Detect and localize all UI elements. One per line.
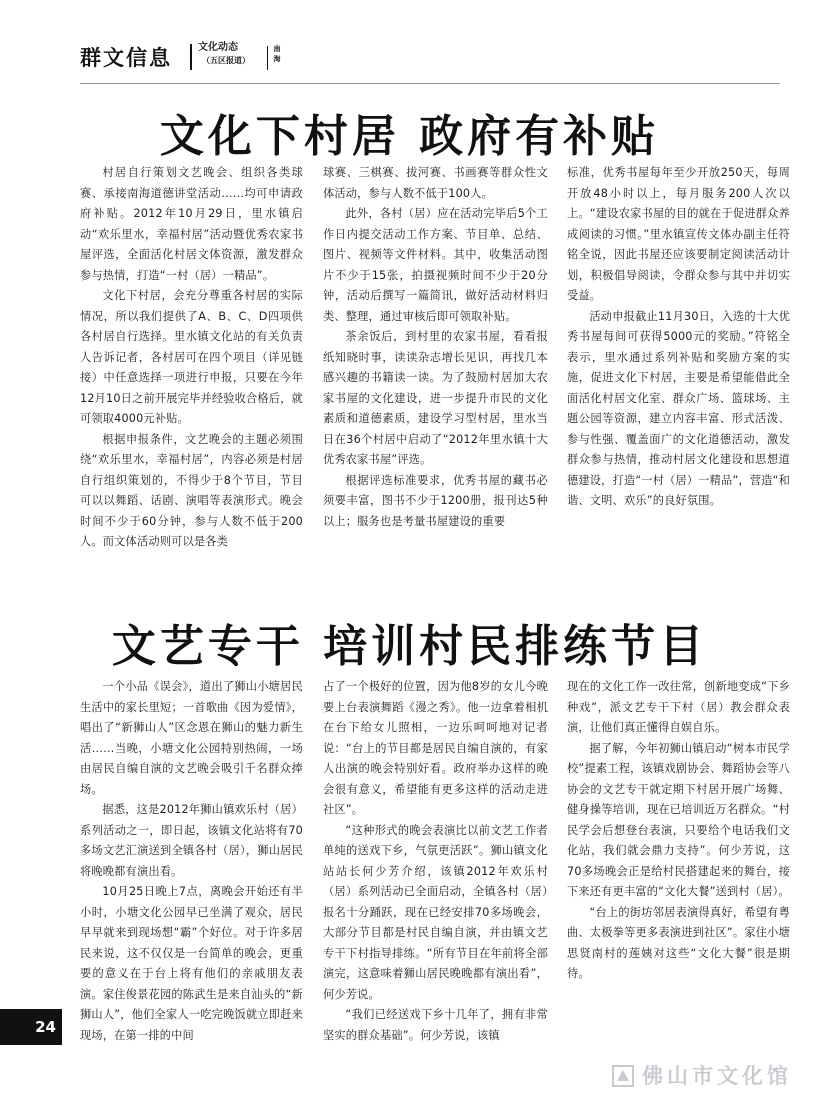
paragraph: 茶余饭后，到村里的农家书屋，看看报纸知晓时事，读读杂志增长见识，再找几本感兴趣的书籍读一读。为了鼓励村居加大农家书屋的文化建设，进一步提升市民的文化素质和道德素质，建设学习型村居，里水当日在36个村居中启动了“2012年里水镇十大优秀农家书屋”评选。 [323, 330, 548, 466]
watermark-text: 佛山市文化馆 [642, 1064, 792, 1088]
article-1-column-1 [80, 163, 303, 553]
paragraph: 一个小品《误会》，道出了狮山小塘居民生活中的家长里短；一首歌曲《因为爱情》，唱出了“新狮山人”区念恩在狮山的魅力新生活……当晚，小塘文化公园特别热闹，一场由居民自编自演的文艺晚会吸引千名群众捧场。 [80, 680, 303, 796]
article-1-column-3 [567, 163, 790, 512]
article-2-column-1 [80, 677, 303, 1046]
paragraph: 村居自行策划文艺晚会、组织各类球赛、承接南海道德讲堂活动……均可申请政府补贴。2012年10月29日，里水镇启动“欢乐里水，幸福村居”活动暨优秀农家书屋评选，全面活化村居文体资源，激发群众参与热情，打造“一村（居）一精品”。 [80, 166, 303, 282]
paragraph: 标准，优秀书屋每年至少开放250天，每周开放48小时以上，每月服务200人次以上。“建设农家书屋的目的就在于促进群众养成阅读的习惯。”里水镇宣传文体办副主任符铭全说，因此书屋还应该要制定阅读活动计划，积极倡导阅读，令群众参与其中并切实受益。 [567, 166, 790, 302]
paragraph: “我们已经送戏下乡十几年了，拥有非常坚实的群众基础”。何少芳说，该镇 [323, 1008, 548, 1042]
section-subtitle-note: （五区报道） [202, 56, 250, 65]
paragraph: 根据评选标准要求，优秀书屋的藏书必须要丰富，图书不少于1200册，报刊达5种以上；服务也是考量书屋建设的重要 [323, 473, 548, 528]
paragraph: 现在的文化工作一改往常，创新地变成“下乡种戏”，派文艺专干下村（居）教会群众表演，让他们真正懂得自娱自乐。 [567, 680, 790, 734]
header-rule [80, 83, 780, 84]
paragraph: 此外，各村（居）应在活动完毕后5个工作日内提交活动工作方案、节目单、总结、图片、视频等文件材料。其中，收集活动图片不少于15张，拍摄视频时间不少于20分钟，活动后撰写一篇简讯，做好活动材料归类、整理，通过审核后即可领取补贴。 [323, 207, 548, 323]
region-label: 南海 [273, 45, 281, 63]
article-1-column-2 [323, 163, 548, 532]
paragraph: 10月25日晚上7点，离晚会开始还有半小时，小塘文化公园早已坐满了观众，居民早早就来到现场想“霸”个好位。对于许多居民来说，这不仅仅是一台简单的晚会，更重要的意义在于台上将有他们的亲戚朋友表演。家住俊景花园的陈武生是来自汕头的“新狮山人”，他们全家人一吃完晚饭就立即赶来现场，在第一排的中间 [80, 885, 303, 1042]
article-2-headline: 文艺专干 培训村民排练节目 [111, 621, 708, 672]
paragraph: 据悉，这是2012年狮山镇欢乐村（居）系列活动之一，即日起，该镇文化站将有70多场文艺汇演送到全镇各村（居），狮山居民将晚晚都有演出看。 [80, 803, 303, 878]
page-number: 24 [0, 1009, 62, 1045]
paragraph: 占了一个极好的位置，因为他8岁的女儿今晚要上台表演舞蹈《漫之秀》。他一边拿着相机在台下给女儿照相，一边乐呵呵地对记者说：“台上的节目都是居民自编自演的，有家人出演的晚会特别好看。政府举办这样的晚会很有意义，希望能有更多这样的活动走进社区”。 [323, 680, 548, 816]
paragraph: 据了解，今年初狮山镇启动“树本市民学校”提素工程，该镇戏剧协会、舞蹈协会等八协会的文艺专干就定期下村居开展广场舞、健身操等培训，现在已培训近万名群众。“村民学会后想登台表演，只要给个电话我们文化站，我们就会鼎力支持”。何少芳说，这70多场晚会正是给村民搭建起来的舞台，接下来还有更丰富的“文化大餐”送到村（居）。 [567, 741, 790, 898]
paragraph: 球赛、三棋赛、拔河赛、书画赛等群众性文体活动，参与人数不低于100人。 [323, 166, 548, 200]
section-header [80, 38, 780, 78]
section-subtitle: 文化动态 [198, 42, 238, 53]
divider [190, 44, 192, 70]
paragraph: “这种形式的晚会表演比以前文艺工作者单纯的送戏下乡，气氛更活跃”。狮山镇文化站站长何少芳介绍，该镇2012年欢乐村（居）系列活动已全面启动，全镇各村（居）报名十分踊跃，现在已经安排70多场晚会，大部分节目都是村民自编自演，并由镇文艺专干下村指导排练。“所有节目在年前将全部演完，这意味着狮山居民晚晚都有演出看”，何少芳说。 [323, 823, 548, 1001]
article-2-column-3 [567, 677, 790, 985]
section-title: 群文信息 [80, 46, 172, 70]
paragraph: 根据申报条件，文艺晚会的主题必须围绕“欢乐里水，幸福村居”，内容必须是村居自行组织策划的，不得少于8个节目，节目可以以舞蹈、话剧、演唱等表演形式。晚会时间不少于60分钟，参与人数不低于200人。而文体活动则可以是各类 [80, 432, 303, 548]
article-2-column-2 [323, 677, 548, 1046]
paragraph: 文化下村居，会充分尊重各村居的实际情况，所以我们提供了A、B、C、D四项供各村居自行选择。里水镇文化站的有关负责人告诉记者，各村居可在四个项目（详见链接）中任意选择一项进行申报，只要在今年12月10日之前开展完毕并经验收合格后，就可领取4000元补贴。 [80, 289, 303, 425]
article-1-headline: 文化下村居 政府有补贴 [159, 111, 660, 162]
watermark [612, 1060, 792, 1090]
paragraph: 活动申报截止11月30日，入选的十大优秀书屋每间可获得5000元的奖励。”符铭全表示，里水通过系列补贴和奖励方案的实施，促进文化下村居，主要是希望能借此全面活化村居文化室、群众广场、篮球场、主题公园等资源，建立内容丰富、形式活泼、参与性强、覆盖面广的文化道德活动，激发群众参与热情，推动村居文化建设和思想道德建设，打造“一村（居）一精品”，营造“和谐、文明、欢乐”的良好氛围。 [567, 309, 790, 507]
logo-icon [612, 1065, 634, 1087]
divider [267, 46, 268, 70]
paragraph: “台上的街坊邻居表演得真好，希望有粤曲、太极拳等更多表演进到社区”。家住小塘思贤南村的莲姨对这些“文化大餐”很是期待。 [567, 905, 790, 980]
